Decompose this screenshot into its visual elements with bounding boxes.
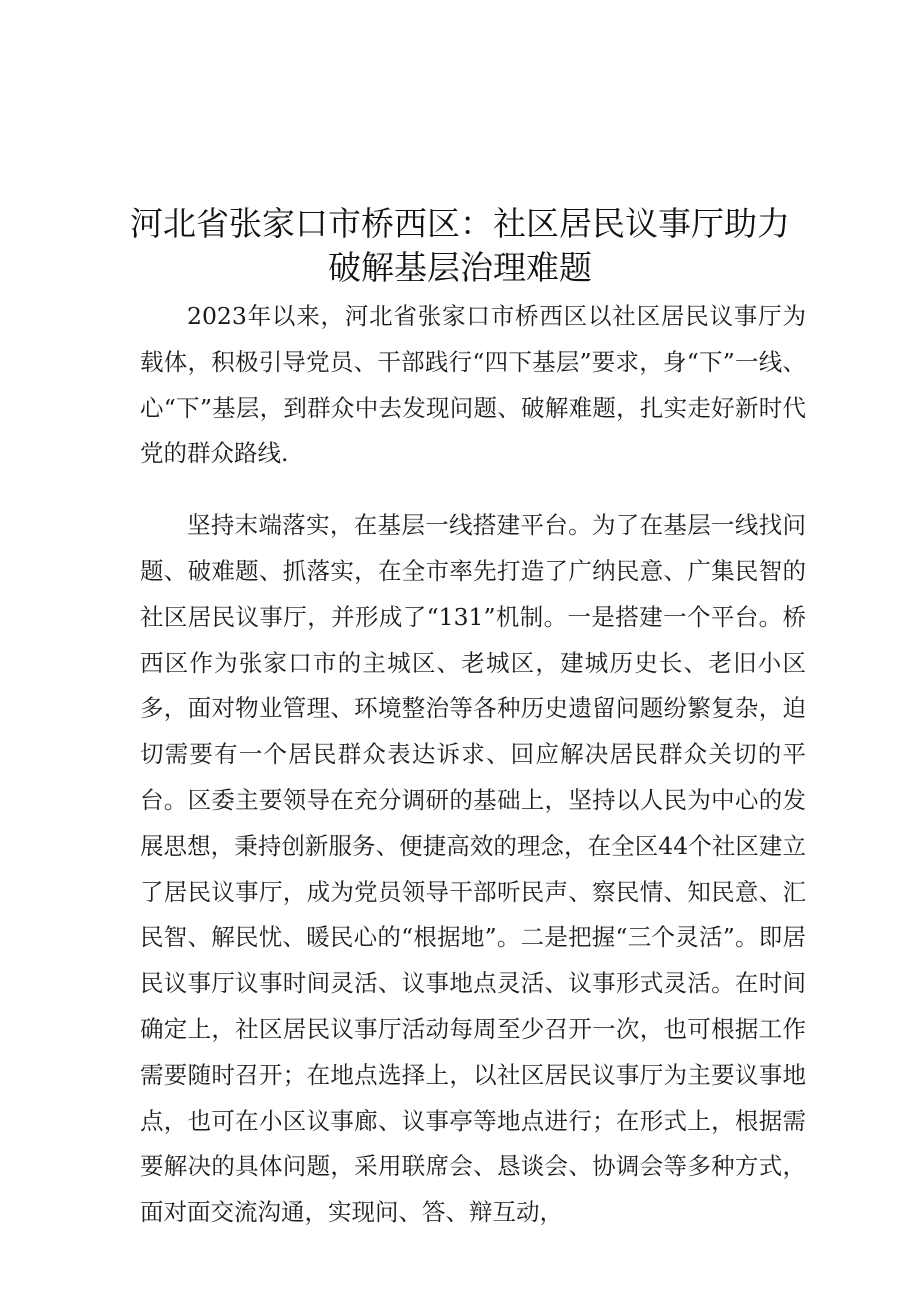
title-line-2: 破解基层治理难题 <box>328 248 592 287</box>
paragraph-intro: 2023年以来，河北省张家口市桥西区以社区居民议事厅为载体，积极引导党员、干部践行“四下基层”要求，身“下”一线、心“下”基层，到群众中去发现问题、破解难题，扎实走好新时代党的群众路线. <box>140 302 806 468</box>
document-title <box>120 202 800 290</box>
title-line-1: 河北省张家口市桥西区：社区居民议事厅助力 <box>130 204 790 243</box>
document-body <box>140 294 806 1236</box>
paragraph-platform: 坚持末端落实，在基层一线搭建平台。为了在基层一线找问题、破难题、抓落实，在全市率先打造了广纳民意、广集民智的社区居民议事厅，并形成了“131”机制。一是搭建一个平台。桥西区作为张家口市的主城区、老城区，建城历史长、老旧小区多，面对物业管理、环境整治等各种历史遗留问题纷繁复杂，迫切需要有一个居民群众表达诉求、回应解决居民群众关切的平台。区委主要领导在充分调研的基础上，坚持以人民为中心的发展思想，秉持创新服务、便捷高效的理念，在全区44个社区建立了居民议事厅，成为党员领导干部听民声、察民情、知民意、汇民智、解民忧、暖民心的“根据地”。二是把握“三个灵活”。即居民议事厅议事时间灵活、议事地点灵活、议事形式灵活。在时间确定上，社区居民议事厅活动每周至少召开一次，也可根据工作需要随时召开；在地点选择上，以社区居民议事厅为主要议事地点，也可在小区议事廊、议事亭等地点进行；在形式上，根据需要解决的具体问题，采用联席会、恳谈会、协调会等多种方式，面对面交流沟通，实现问、答、辩互动， <box>140 511 806 1227</box>
